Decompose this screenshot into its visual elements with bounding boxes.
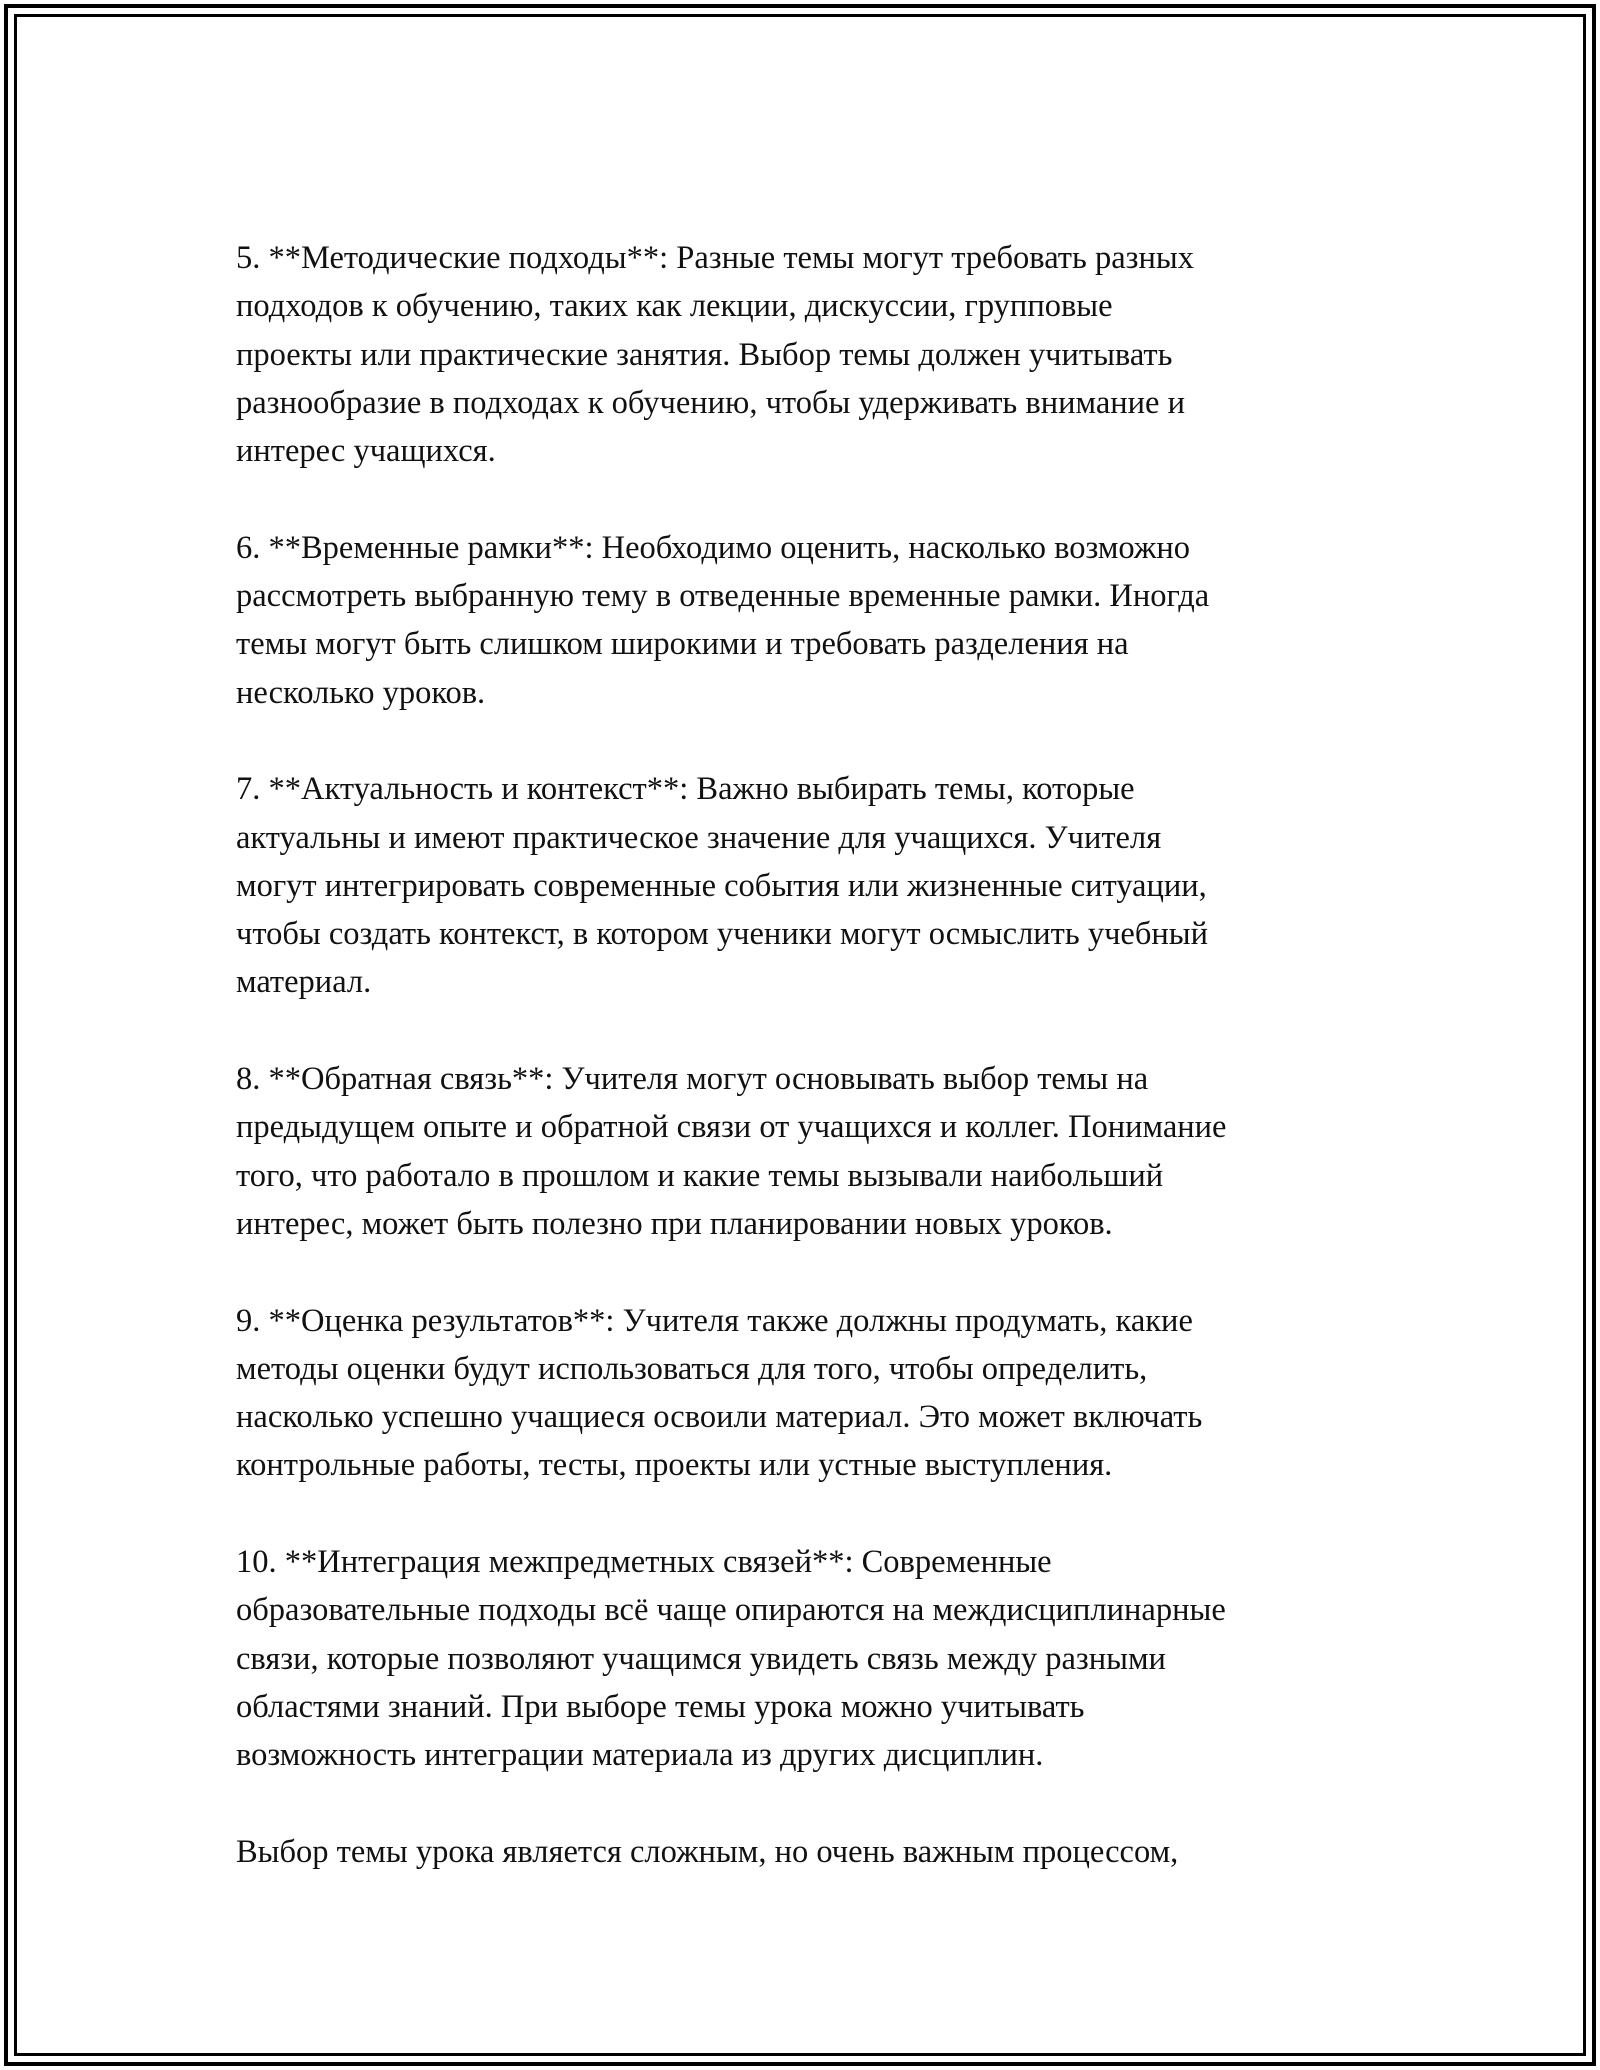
paragraph-relevance-context <box>236 765 1386 1006</box>
text-line: 10. **Интеграция межпредметных связей**: Современные <box>236 1544 1052 1581</box>
paragraph-interdisciplinary-integration <box>236 1538 1386 1779</box>
text-line: несколько уроков. <box>236 674 486 711</box>
text-line: материал. <box>236 964 372 1001</box>
text-line: образовательные подходы всё чаще опираются на междисциплинарные <box>236 1592 1226 1629</box>
text-line: методы оценки будут использоваться для того, чтобы определить, <box>236 1350 1148 1387</box>
text-line: связи, которые позволяют учащимся увидеть связь между разными <box>236 1640 1166 1677</box>
text-line: темы могут быть слишком широкими и требовать разделения на <box>236 626 1129 663</box>
text-line: актуальны и имеют практическое значение для учащихся. Учителя <box>236 819 1162 856</box>
text-line: могут интегрировать современные события или жизненные ситуации, <box>236 867 1207 904</box>
text-line: подходов к обучению, таких как лекции, дискуссии, групповые <box>236 288 1113 325</box>
text-line: насколько успешно учащиеся освоили материал. Это может включать <box>236 1399 1203 1436</box>
text-line: рассмотреть выбранную тему в отведенные временные рамки. Иногда <box>236 578 1210 615</box>
text-line: разнообразие в подходах к обучению, чтобы удерживать внимание и <box>236 384 1185 421</box>
text-line: интерес учащихся. <box>236 433 496 470</box>
text-line: 6. **Временные рамки**: Необходимо оценить, насколько возможно <box>236 529 1190 566</box>
text-line: контрольные работы, тесты, проекты или устные выступления. <box>236 1447 1113 1484</box>
text-line: Выбор темы урока является сложным, но очень важным процессом, <box>236 1833 1179 1870</box>
document-body <box>236 234 1386 1924</box>
paragraph-feedback <box>236 1055 1386 1248</box>
paragraph-conclusion <box>236 1828 1386 1876</box>
text-line: того, что работало в прошлом и какие темы вызывали наибольший <box>236 1157 1164 1194</box>
text-line: 7. **Актуальность и контекст**: Важно выбирать темы, которые <box>236 771 1135 808</box>
text-line: 8. **Обратная связь**: Учителя могут основывать выбор темы на <box>236 1061 1149 1098</box>
paragraph-results-assessment <box>236 1297 1386 1490</box>
text-line: возможность интеграции материала из других дисциплин. <box>236 1737 1044 1774</box>
paragraph-methodical-approaches <box>236 234 1386 475</box>
paragraph-time-frames <box>236 524 1386 717</box>
text-line: интерес, может быть полезно при планировании новых уроков. <box>236 1205 1113 1242</box>
text-line: областями знаний. При выборе темы урока можно учитывать <box>236 1688 1085 1725</box>
text-line: проекты или практические занятия. Выбор темы должен учитывать <box>236 336 1173 373</box>
text-line: 5. **Методические подходы**: Разные темы могут требовать разных <box>236 240 1194 276</box>
text-line: предыдущем опыте и обратной связи от учащихся и коллег. Понимание <box>236 1109 1227 1146</box>
text-line: 9. **Оценка результатов**: Учителя также должны продумать, какие <box>236 1302 1193 1339</box>
text-line: чтобы создать контекст, в котором ученики могут осмыслить учебный <box>236 916 1209 953</box>
